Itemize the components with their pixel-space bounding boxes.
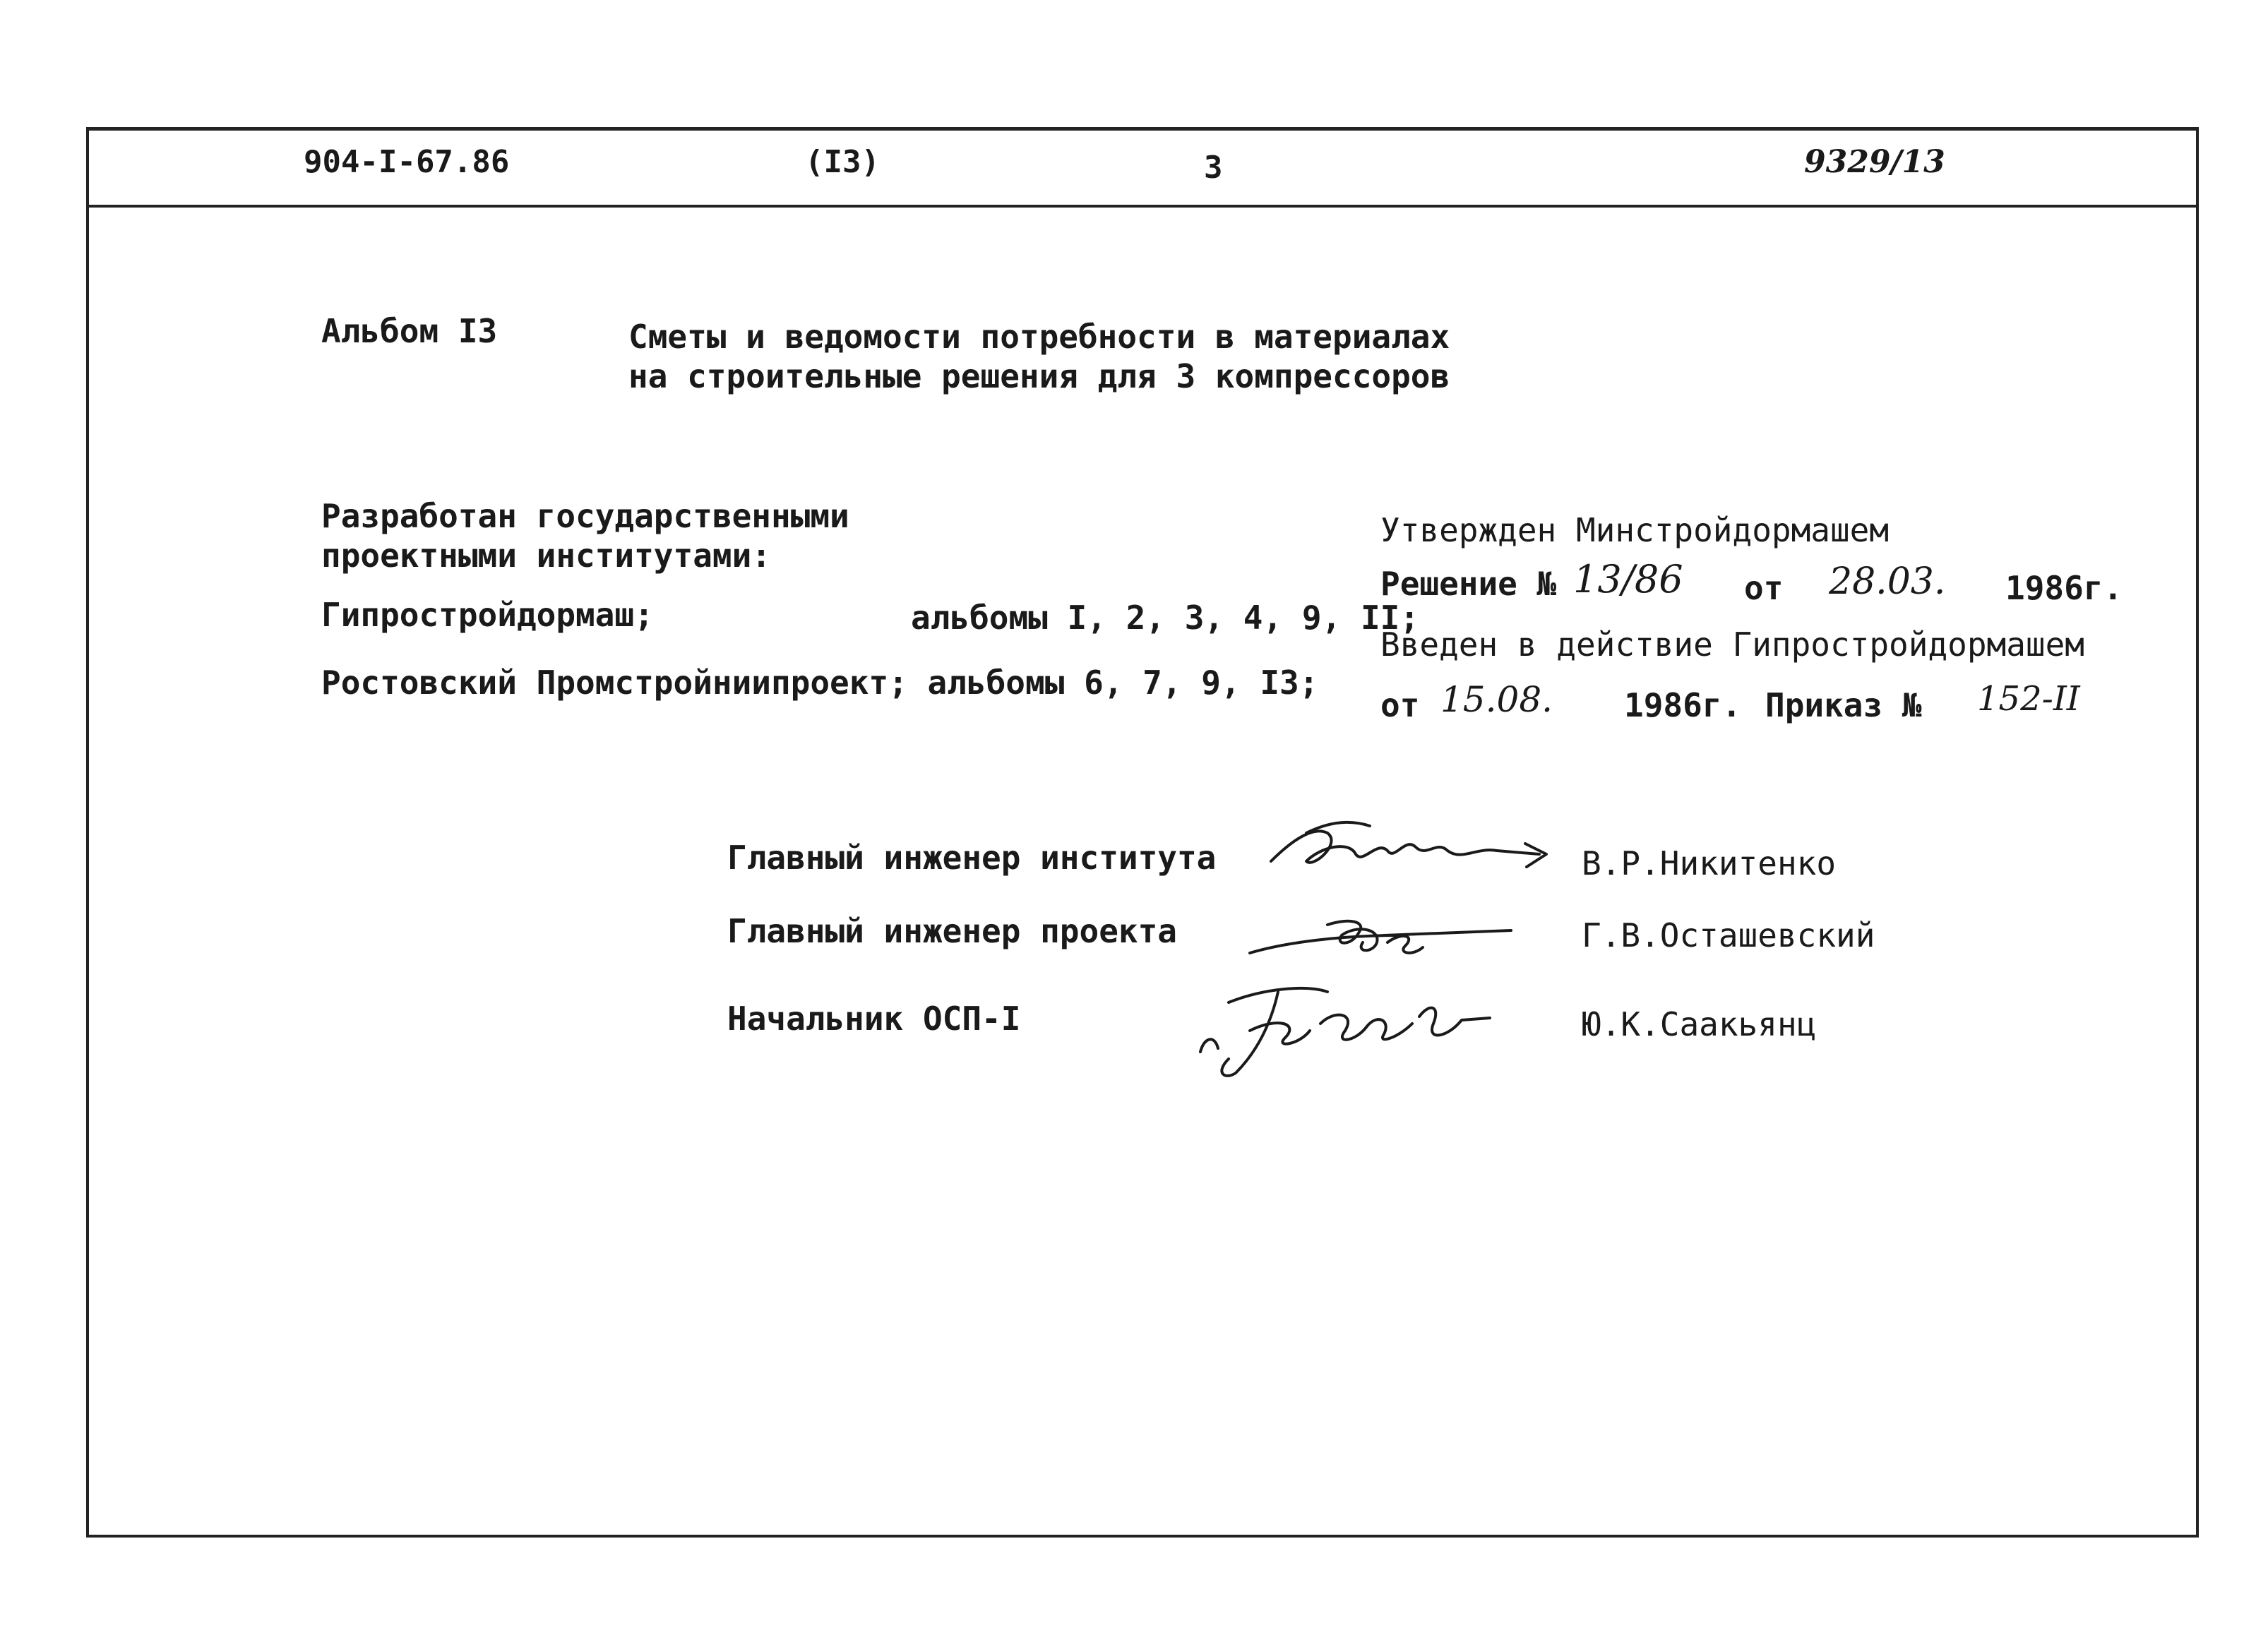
page-number: 3 [1204,150,1223,186]
developer-line1: Разработан государственными [321,497,849,535]
intro-date: 15.08. [1440,679,1553,720]
approval-line3: Введен в действие Гипростройдормашем [1380,625,2084,664]
signature-name-ostashevsky: Г.В.Осташевский [1582,916,1875,954]
document-code: 904-I-67.86 [304,144,510,180]
header-divider [86,205,2199,208]
order-label: Приказ № [1765,686,1922,724]
album-number: (I3) [805,144,880,180]
signature-role-head-osp: Начальник ОСП-I [727,1000,1021,1038]
developer-org1-albums: альбомы I, 2, 3, 4, 9, II; [911,599,1420,637]
decision-from-label: от [1744,569,1784,607]
decision-date: 28.03. [1829,561,1946,603]
decision-number: 13/86 [1573,557,1683,601]
intro-year: 1986г. [1624,686,1742,724]
order-number: 152-II [1977,679,2080,719]
inventory-number: 9329/13 [1804,144,1945,180]
developer-line2: проектными институтами: [321,537,771,575]
signature-mark-3 [1186,967,1525,1087]
decision-label: Решение № [1380,565,1557,603]
album-title-line1: Сметы и ведомости потребности в материалах [628,318,1450,356]
signature-name-saakyants: Ю.К.Саакьянц [1582,1005,1817,1043]
intro-from-label: от [1380,686,1420,724]
album-title-line2: на строительные решения для 3 компрессоров [628,357,1450,395]
signature-mark-1 [1264,812,1560,889]
album-label: Альбом I3 [321,312,498,350]
developer-org2: Ростовский Промстройниипроект; альбомы 6, 7, 9, I3; [321,664,1319,702]
signature-role-chief-engineer-institute: Главный инженер института [727,839,1217,877]
developer-org1-name: Гипростройдормаш; [321,596,654,634]
decision-year: 1986г. [2005,569,2123,607]
signature-role-chief-engineer-project: Главный инженер проекта [727,912,1177,950]
approval-line1: Утвержден Минстройдормашем [1380,511,1890,549]
signature-name-nikitenko: В.Р.Никитенко [1582,844,1837,882]
